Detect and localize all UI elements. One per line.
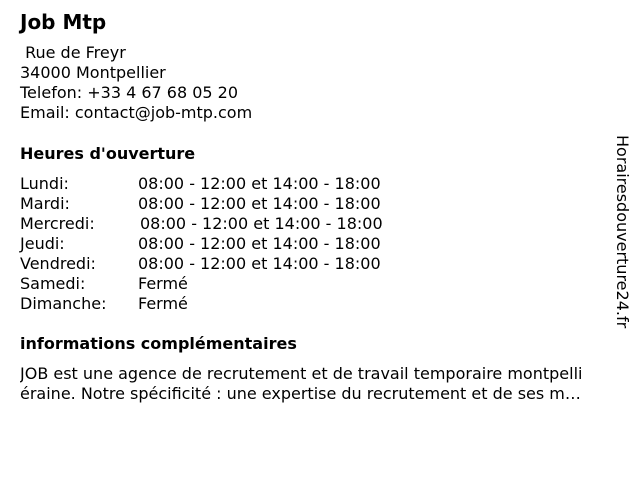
opening-hours-table (20, 174, 383, 314)
day-hours: 08:00 - 12:00 et 14:00 - 18:00 (138, 194, 381, 213)
hours-row-dimanche (20, 294, 383, 314)
day-label: Samedi: (20, 274, 86, 293)
hours-row-samedi (20, 274, 383, 294)
opening-hours-heading: Heures d'ouverture (20, 144, 196, 163)
description-line: éraine. Notre spécificité : une expertise du recrutement et de ses m… (20, 384, 581, 403)
day-hours: 08:00 - 12:00 et 14:00 - 18:00 (138, 234, 381, 253)
additional-info-text (20, 364, 630, 404)
day-hours: Fermé (138, 294, 188, 313)
hours-row-mercredi (20, 214, 383, 234)
additional-info-heading: informations complémentaires (20, 334, 297, 353)
day-label: Jeudi: (20, 234, 65, 253)
day-label: Dimanche: (20, 294, 107, 313)
day-label: Mardi: (20, 194, 70, 213)
city-postcode: 34000 Montpellier (20, 63, 166, 82)
day-hours: Fermé (138, 274, 188, 293)
hours-row-mardi (20, 194, 383, 214)
site-watermark: Horairesdouverture24.fr (613, 135, 632, 329)
email-address: Email: contact@job-mtp.com (20, 103, 253, 122)
day-label: Lundi: (20, 174, 69, 193)
description-line: JOB est une agence de recrutement et de travail temporaire montpelli (20, 364, 583, 383)
day-hours: 08:00 - 12:00 et 14:00 - 18:00 (138, 174, 381, 193)
hours-row-vendredi (20, 254, 383, 274)
address-block (20, 43, 252, 123)
day-label: Vendredi: (20, 254, 96, 273)
day-label: Mercredi: (20, 214, 95, 233)
street-address: Rue de Freyr (20, 43, 126, 62)
hours-row-lundi (20, 174, 383, 194)
day-hours: 08:00 - 12:00 et 14:00 - 18:00 (138, 254, 381, 273)
hours-row-jeudi (20, 234, 383, 254)
day-hours: 08:00 - 12:00 et 14:00 - 18:00 (140, 214, 383, 233)
business-name: Job Mtp (20, 10, 107, 34)
phone-number: Telefon: +33 4 67 68 05 20 (20, 83, 239, 102)
